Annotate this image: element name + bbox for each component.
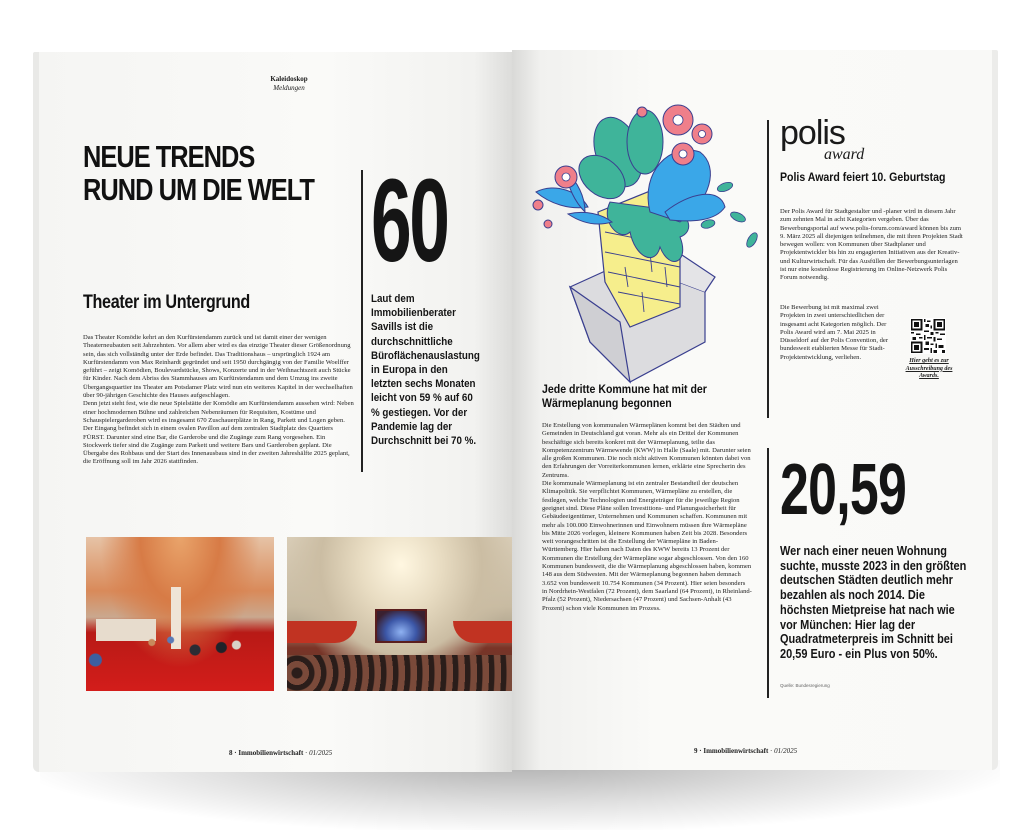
stat-source: Quelle: Bundesregierung: [780, 683, 830, 688]
section-subtitle: Meldungen: [273, 84, 305, 92]
polis-article-body: Der Polis Award für Stadtgestalter und -planer wird in diesem Jahr zum zehnten Mal in acht Kategorien vergeben. Über das Bewerbungsportal auf www.polis-forum.com/award können bis zum 9. März 2025 all diejenigen teilnehmen, die mit ihren Projekten Stadt bewegen wollen: von Kommunen über Stadtplaner und Projektentwickler bis hin zu engagierten Initiativen aus der Kreativ- und Kulturwirtschaft. Für das Ausfüllen der Bewerbungsunterlagen ist nur eine kostenlose Registrierung im Online-Netzwerk Polis Forum notwendig.: [780, 208, 963, 282]
balcony-left-shape: [287, 621, 357, 643]
audience-shape: [287, 655, 512, 691]
right-page: [512, 50, 998, 770]
qr-code-icon[interactable]: [910, 318, 946, 354]
page-headline: NEUE TRENDS RUND UM DIE WELT: [83, 139, 314, 207]
article-paragraph: Die Erstellung von kommunalen Wärmeplänen kommt bei den Städten und Gemeinden in Deutschland gut voran. Mehr als ein Drittel der Kommunen beschäftige sich bereits konkret mit der Wärmeplanung, teilte das Kompetenzzentrum Wärmewende (KWW) in Halle (Saale) mit. Darunter seien alle großen Kommunen. Die noch nicht aktiven Kommunen könnten dabei von den Erfahrungen der Vorreiterkommunen lernen, erklärte eine Sprecherin des Zentrums.: [542, 422, 751, 479]
folio-issue: 01/2025: [309, 749, 333, 757]
qr-caption-link[interactable]: Hier geht es zur Ausschreibung des Awards.: [905, 358, 953, 380]
left-page: [33, 52, 512, 772]
article-paragraph: Das Theater Komödie kehrt an den Kurfürstendamm zurück und ist damit einer der wenigen Theaterneubauten seit Jahrzehnten. Vor allem aber wird es das einzige Theater dieser Größenordnung sein, das sich vollständig unter der Erde befindet. Das Traditionshaus – ursprünglich 1924 am Kurfürstendamm von Max Reinhardt gegründet und seit 1950 durchgängig von der Familie Woelffer geführt – zeigt Komödien, Boulevardstücke, Shows, Konzerte und in der Weihnachtszeit auch Stücke für Kinder. Nach dem Abriss des Stammhauses am Kurfürstendamm und dem Umzug ins zweite Übergangsquartier ins Theater am Potsdamer Platz wird nun ein weiteres Kapitel in der wechselhaften über 90-jährigen Geschichte des Hauses aufgeschlagen.: [83, 334, 353, 400]
polis-article-title: Polis Award feiert 10. Geburtstag: [780, 170, 946, 184]
folio-magazine: Immobilienwirtschaft: [703, 747, 769, 755]
chimney-with-plants-illustration: [530, 72, 762, 397]
article-body: [83, 334, 355, 467]
article-paragraph: Die kommunale Wärmeplanung ist ein zentraler Bestandteil der deutschen Klimapolitik. Sie verpflichtet Kommunen, Wärmepläne zu erstellen, die festlegen, welche Technologien und Energieträger für die jeweilige Region geeignet sind. Diese Pläne sollen Investitions- und Planungssicherheit für Gebäudeeigentümer, Unternehmen und Kommunen schaffen. Kommunen mit mehr als 100.000 Einwohnerinnen und Einwohnern müssen ihre Wärmepläne bis Mitte 2026 vorlegen, kleinere Kommunen haben Zeit bis 2028. Besonders weit vorangeschritten ist die Erstellung der Wärmepläne in Baden-Württemberg. Hier haben nach Daten des KWW bereits 13 Prozent der Kommunen die Erstellung der Wärmepläne sogar abgeschlossen. Von den 160 Kommunen bundesweit, die die Wärmeplanung abgeschlossen haben, kommen 148 aus dem Südwesten. Mit der Wärmeplanung begonnen haben demnach 3.652 von bundesweit 10.754 Kommunen (34 Prozent). Hier seien besonders in Nordrhein-Westfalen (72 Prozent), dem Saarland (64 Prozent), in Rheinland-Pfalz (52 Prozent), Niedersachsen (47 Prozent) und Sachsen-Anhalt (43 Prozent) schon viele Kommunen im Prozess.: [542, 480, 752, 612]
theater-auditorium-photo: [287, 537, 512, 691]
stat-description: Wer nach einer neuen Wohnung suchte, musste 2023 in den größten deutschen Städten deutlich mehr bezahlen als noch 2014. Die höchsten Mietpreise hat nach wie vor München: Hier lag der Quadratmeterpreis im Schnitt bei 20,59 Euro - ein Plus von 50%.: [780, 544, 967, 661]
page-folio: 8 · Immobilienwirtschaft · 01/2025: [229, 749, 333, 757]
column-divider: [767, 448, 769, 698]
polis-article-body-narrow: Die Bewerbung ist mit maximal zwei Projekten in zwei unterschiedlichen der insgesamt acht Kategorien möglich. Der Polis Award wird am 7. Mai 2025 in Düsseldorf auf der Polis Convention, der bundesweit etablierten Messe für Stadt-Projektentwicklung, verliehen.: [780, 304, 889, 361]
visitors-shape: [86, 625, 274, 675]
article-paragraph: Denn jetzt steht fest, wie die neue Spielstätte der Komödie am Kurfürstendamm aussehen wird: Neben einer hochmodernen Bühne und zahlreichen Nebenräumen für Requisiten, Kostüme und Schauspielergarderoben wird es insgesamt 670 Zuschauerplätze in Rang, Parkett und Logen geben. Der Eingang befindet sich in einem ovalen Pavillon auf dem zentralen Stadtplatz des Quartiers FÜRST. Darunter sind eine Bar, die Garderobe und die Zugänge zum Rang vorgesehen. Ein Stockwerk tiefer sind die Zugänge zum Parkett und weitere Bars und Garderoben geplant. Die Übergabe des Rohbaus und der Start des Innenausbaus sind in der zweiten Jahreshälfte 2025 geplant, die Eröffnung soll im Jahr 2026 stattfinden.: [83, 400, 354, 466]
stat-number: 20,59: [780, 450, 907, 530]
balcony-right-shape: [453, 621, 512, 643]
polis-award-logo: [780, 114, 865, 163]
article-title: Jede dritte Kommune hat mit der Wärmeplanung begonnen: [542, 382, 707, 410]
logo-sub: award: [824, 146, 865, 163]
stat-number: 60: [371, 155, 448, 287]
logo-word: polis: [780, 114, 845, 152]
folio-page-number: 8: [229, 749, 233, 757]
folio-issue: 01/2025: [774, 747, 798, 755]
column-divider: [361, 170, 363, 472]
stat-description: Laut dem Immobilienberater Savills ist die durchschnittliche Büroflächenauslastung in Europa in den letzten sechs Monaten leicht von 59 % auf 60 % gestiegen. Vor der Pandemie lag der Durchschnitt bei 70 %.: [371, 293, 480, 448]
article-title: Theater im Untergrund: [83, 292, 250, 313]
section-header: [259, 75, 319, 93]
folio-page-number: 9: [694, 747, 698, 755]
folio-magazine: Immobilienwirtschaft: [238, 749, 304, 757]
article-body: [542, 422, 752, 613]
stage-shape: [375, 609, 427, 643]
section-kicker: Kaleidoskop: [270, 75, 308, 83]
theater-foyer-photo: [86, 537, 274, 691]
page-folio: 9 · Immobilienwirtschaft · 01/2025: [694, 747, 798, 755]
column-divider: [767, 120, 769, 418]
